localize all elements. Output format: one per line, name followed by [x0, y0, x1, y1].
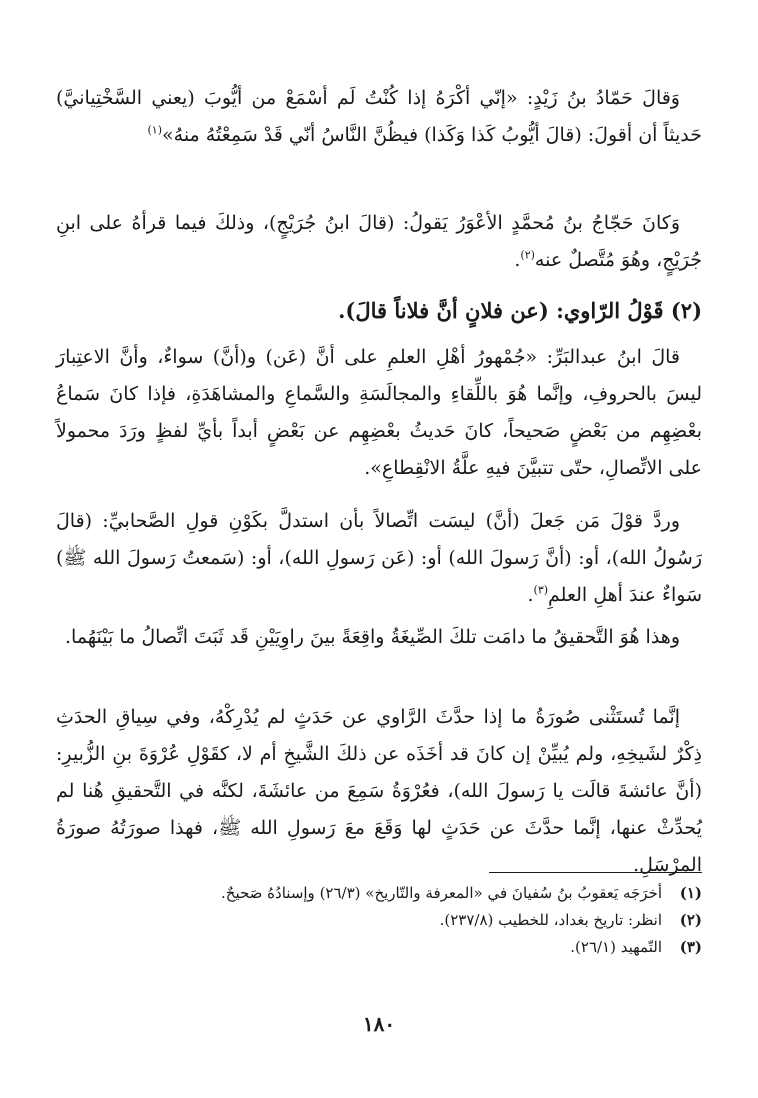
- page-number: ١٨٠: [362, 1012, 396, 1036]
- footnote-number: (٣): [679, 938, 702, 956]
- paragraph-end-punctuation: .: [514, 249, 521, 271]
- paragraph-ibn-abdilbarr-quote: [56, 339, 702, 487]
- paragraph-refutation: [56, 503, 702, 614]
- paragraph-hajjaj-quote: [56, 205, 702, 279]
- footnote-number: (١): [679, 884, 702, 902]
- footnote-divider: [489, 872, 702, 873]
- footnote-reference-3[interactable]: (٣): [533, 583, 549, 597]
- footnote-number: (٢): [679, 911, 702, 929]
- footnote-reference-1[interactable]: (١): [147, 123, 163, 137]
- footnote-item: [56, 880, 702, 907]
- footnote-reference-2[interactable]: (٢): [520, 248, 535, 262]
- paragraph-text: وهذا هُوَ التَّحقيقُ ما دامَت تلكَ الصِّيغَةُ واقِعَةً بينَ راوِيَيْنِ قَد ثَبَتَ اتِّصالُ ما بَيْنَهُما.: [64, 626, 680, 648]
- paragraph-text: وَكانَ حَجّاجُ بنُ مُحمَّدٍ الأعْوَرُ يَقولُ: (قالَ ابنُ جُرَيْجٍ)، وذلكَ فيما قرأهُ على ابنِ جُرَيْجٍ، وهُوَ مُتَّصلٌ عنه: [56, 212, 702, 271]
- footnotes-list: [56, 880, 702, 961]
- paragraph-end-punctuation: .: [527, 584, 534, 606]
- section-heading: (٢) قَوْلُ الرّاوي: (عن فلانٍ أنَّ فلاناً قالَ).: [338, 298, 702, 323]
- paragraph-text: وَقالَ حَمّادُ بنُ زَيْدٍ: «إنّي أكْرَهُ إذا كُنْتُ لَم أسْمَعْ من أيُّوبَ (يعني السَّخْتِيانيَّ) حَديثاً أن أقولَ: (قالَ أيُّوبُ كَذا وَكَذا) فيظُنَّ النَّاسُ أنّي قَدْ سَمِعْتُهُ منهُ»: [56, 87, 702, 146]
- paragraph-text: إنَّما تُستَثْنى صُورَةُ ما إذا حدَّثَ الرَّاوي عن حَدَثٍ لم يُدْرِكْهُ، وفي سِياقِ الحدَثِ ذِكْرٌ لشَيخِهِ، ولم يُبيِّنْ إن كانَ قد أخَذَه عن ذلكَ الشَّيخِ أم لا، كقَوْلِ عُرْوَةَ بنِ الزُّبيرِ: (أنَّ عائشةَ قالَت يا رَسولَ الله)، فعُرْوَةُ سَمِعَ من عائشَةَ، لكنَّه في التَّحقيقِ هُنا لم يُحدِّثْ عنها، إنَّما حدَّثَ عن حَدَثٍ لها وَقَعَ معَ رَسولِ الله ﷺ، فهذا صورَتُهُ صورَةُ المرْسَلِ.: [56, 706, 702, 876]
- footnote-item: [56, 907, 702, 934]
- footnote-text: التّمهيد (٢٦/١).: [570, 938, 662, 956]
- footnote-text: انظر: تاريخ بغداد، للخطيب (٢٣٧/٨).: [439, 911, 662, 929]
- footnote-item: [56, 934, 702, 961]
- paragraph-verification: [56, 619, 702, 656]
- paragraph-exception: [56, 699, 702, 884]
- paragraph-text: قالَ ابنُ عبدالبَرِّ: «جُمْهورُ أهْلِ العلمِ على أنَّ (عَن) و(أنَّ) سواءٌ، وأنَّ الاعتِبارَ ليسَ بالحروفِ، وإنَّما هُوَ باللِّقاءِ والمجالَسَةِ والسَّماعِ والمشاهَدَةِ، فإذا كانَ سَماعُ بعْضِهِم من بَعْضٍ صَحيحاً، كانَ حَديثُ بعْضِهِم عن بَعْضٍ أبداً بأيِّ لفظٍ ورَدَ محمولاً على الاتِّصالِ، حتّى تتبيَّنَ فيهِ علَّةُ الانْقِطاعِ».: [56, 346, 702, 479]
- paragraph-text: وردَّ قوْلَ مَن جَعلَ (أنَّ) ليسَت اتِّصالاً بأن استدلَّ بكَوْنِ قولِ الصَّحابيِّ: (قالَ رَسُولُ الله)، أو: (أنَّ رَسولَ الله) أو: (عَن رَسولِ الله)، أو: (سَمعتُ رَسولَ الله ﷺ) سَواءٌ عندَ أهلِ العلمِ: [56, 510, 702, 606]
- paragraph-hammad-quote: [56, 80, 702, 154]
- footnote-text: أخرَجَه يَعقوبُ بنُ سُفيانَ في «المعرفة والتّاريخ» (٢٦/٣) وإسنادُهُ صَحيحٌ.: [221, 884, 662, 902]
